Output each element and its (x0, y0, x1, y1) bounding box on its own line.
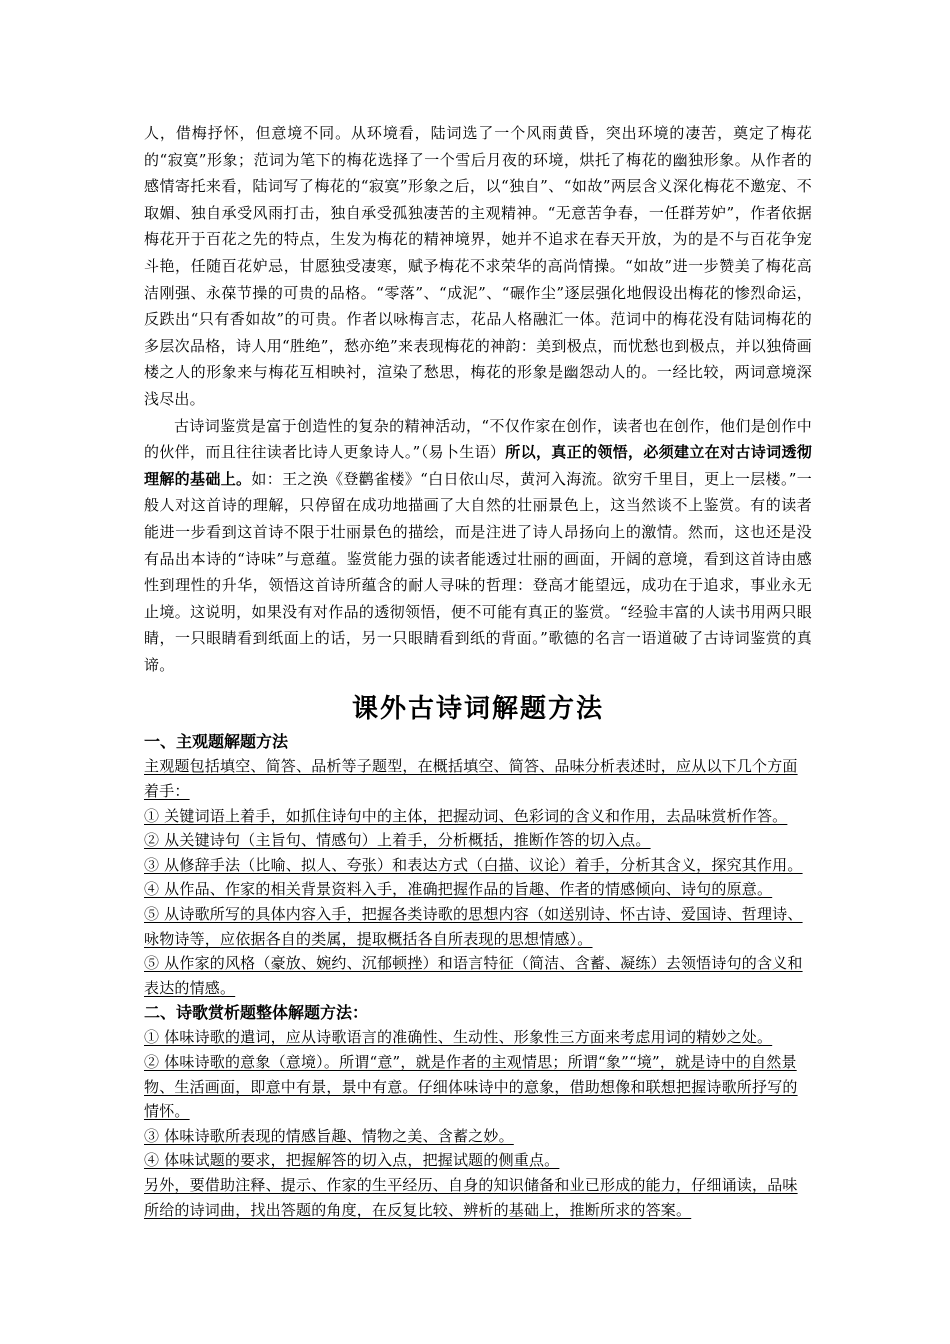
list-item: ⑤ 从诗歌所写的具体内容入手，把握各类诗歌的思想内容（如送别诗、怀古诗、爱国诗、哲理诗、咏物诗等，应依据各自的类属，提取概括各自所表现的思想情感）。 (144, 905, 803, 948)
body-paragraph-2 (144, 413, 812, 679)
section-1-intro: 主观题包括填空、简答、品析等子题型，在概括填空、简答、品味分析表述时，应从以下几个方面着手： (144, 757, 798, 801)
paragraph-2-bold-sentence: 所以，真正的领悟，必须建立在对古诗词透彻理解的基础上。 (144, 443, 812, 488)
list-item: ② 体味诗歌的意象（意境）。所谓“意”，就是作者的主观情思；所谓“象”“境”，就是诗中的自然景物、生活画面，即意中有景，景中有意。仔细体味诗中的意象，借助想像和联想把握诗歌所抒写的情怀。 (144, 1053, 798, 1121)
paragraph-2-intro: 古诗词鉴赏是富于创造性的复杂的精神活动，“不仅作家在创作，读者也在创作，他们是创作中的伙伴，而且往往读者比诗人更象诗人。”（易卜生语） (144, 416, 812, 462)
list-item: 另外，要借助注释、提示、作家的生平经历、自身的知识储备和业已形成的能力，仔细诵读，品味所给的诗词曲，找出答题的角度，在反复比较、辨析的基础上，推断所求的答案。 (144, 1175, 798, 1219)
list-item: ③ 从修辞手法（比喻、拟人、夸张）和表达方式（白描、议论）着手，分析其含义，探究其作用。 (144, 855, 803, 874)
list-item: ④ 从作品、作家的相关背景资料入手，准确把握作品的旨趣、作者的情感倾向、诗句的原意。 (144, 880, 773, 899)
list-item: ③ 体味诗歌所表现的情感旨趣、情物之美、含蓄之妙。 (144, 1126, 514, 1145)
section-1-heading: 一、主观题解题方法 (144, 732, 289, 752)
list-item: ② 从关键诗句（主旨句、情感句）上着手，分析概括，推断作答的切入点。 (144, 831, 651, 850)
body-paragraph-1: 人，借梅抒怀，但意境不同。从环境看，陆词选了一个风雨黄昏，突出环境的凄苦，奠定了梅花的“寂寞”形象；范词为笔下的梅花选择了一个雪后月夜的环境，烘托了梅花的幽独形象。从作者的感情寄托来看，陆词写了梅花的“寂寞”形象之后，以“独自”、“如故”两层含义深化梅花不邀宠、不取媚、独自承受风雨打击，独自承受孤独凄苦的主观精神。“无意苦争春，一任群芳妒”，作者依据梅花开于百花之先的特点，生发为梅花的精神境界，她并不追求在春天开放，为的是不与百花争宠斗艳，任随百花妒忌，甘愿独受凄寒，赋予梅花不求荣华的高尚情操。“如故”进一步赞美了梅花高洁刚强、永葆节操的可贵的品格。“零落”、“成泥”、“碾作尘”逐层强化地假设出梅花的惨烈命运，反跌出“只有香如故”的可贵。作者以咏梅言志，花品人格融汇一体。范词中的梅花没有陆词梅花的多层次品格，诗人用“胜绝”，愁亦绝”来表现梅花的神韵：美到极点，而忧愁也到极点，并以独倚画楼之人的形象来与梅花互相映衬，渲染了愁思，梅花的形象是幽怨动人的。一经比较，两词意境深浅尽出。 (144, 124, 812, 408)
list-item: ① 关键词语上着手，如抓住诗句中的主体，把握动词、色彩词的含义和作用，去品味赏析作答。 (144, 806, 788, 825)
list-item: ④ 体味试题的要求，把握解答的切入点，把握试题的侧重点。 (144, 1151, 560, 1170)
list-item: ① 体味诗歌的遣词，应从诗歌语言的准确性、生动性、形象性三方面来考虑用词的精妙之处。 (144, 1028, 773, 1047)
paragraph-2-body: 如：王之涣《登鹳雀楼》“白日依山尽，黄河入海流。欲穷千里目，更上一层楼。”一般人对这首诗的理解，只停留在成功地描画了大自然的壮丽景色上，这当然谈不上鉴赏。有的读者能进一步看到这首诗不限于壮丽景色的描绘，而是注进了诗人昂扬向上的激情。然而，这也还是没有品出本诗的“诗味”与意蕴。鉴赏能力强的读者能透过壮丽的画面，开阔的意境，看到这首诗由感性到理性的升华，领悟这首诗所蕴含的耐人寻味的哲理：登高才能望远，成功在于追求，事业永无止境。这说明，如果没有对作品的透彻领悟，便不可能有真正的鉴赏。“经验丰富的人读书用两只眼睛，一只眼睛看到纸面上的话，另一只眼睛看到纸的背面。”歌德的名言一语道破了古诗词鉴赏的真谛。 (144, 469, 812, 674)
section-2-heading: 二、诗歌赏析题整体解题方法： (144, 1003, 369, 1023)
list-item: ⑤ 从作家的风格（豪放、婉约、沉郁顿挫）和语言特征（简洁、含蓄、凝练）去领悟诗句的含义和表达的情感。 (144, 954, 803, 997)
document-page (144, 120, 812, 1222)
section-title: 课外古诗词解题方法 (351, 694, 604, 725)
